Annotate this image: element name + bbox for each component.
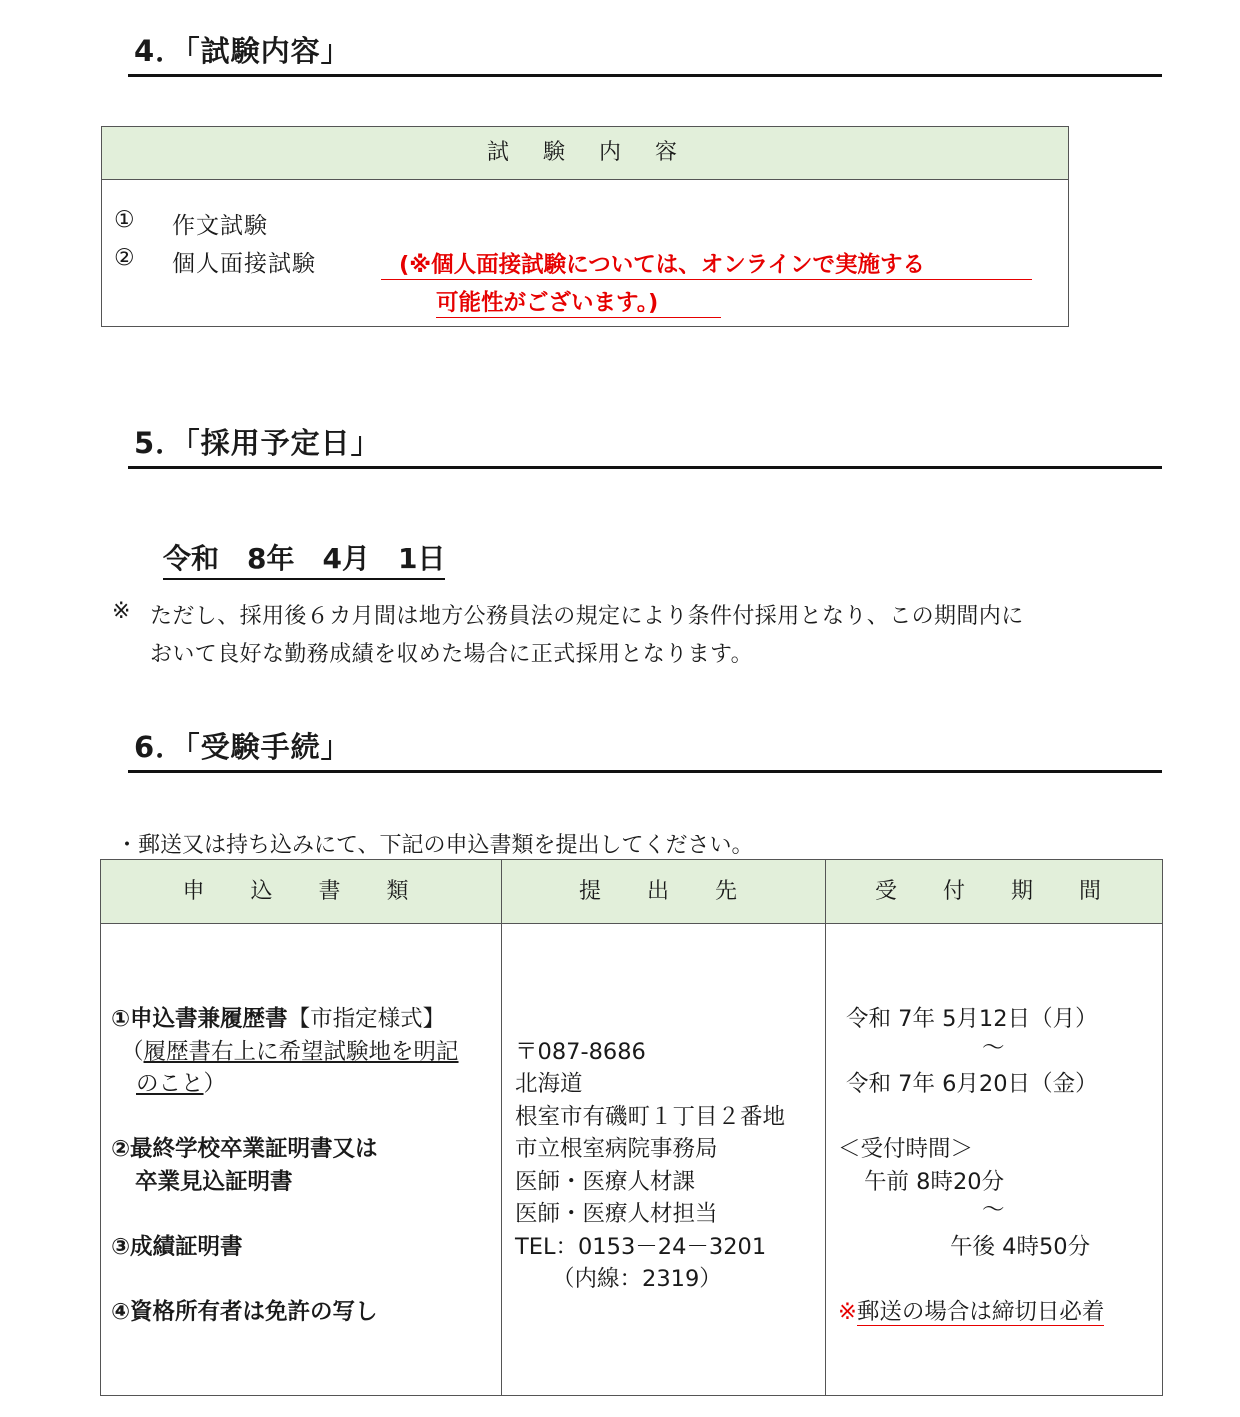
section-title: 5．「採用予定日」 bbox=[134, 426, 381, 460]
mail-deadline-note bbox=[838, 1294, 1104, 1326]
section-title: 6．「受験手続」 bbox=[134, 730, 351, 764]
hiring-note-line1: ただし、採用後６カ月間は地方公務員法の規定により条件付採用となり、この期間内に bbox=[150, 604, 1024, 629]
exam-table-header: 試 験 内 容 bbox=[102, 127, 1068, 180]
column-header-period: 受 付 期 間 bbox=[874, 879, 1113, 904]
online-interview-note-line2: 可能性がございます。) bbox=[436, 285, 721, 318]
reception-hours-start: 午前 8時20分 bbox=[864, 1169, 1005, 1195]
period-start-date: 令和 7年 5月12日（月） bbox=[846, 1006, 1098, 1032]
exam-content-table bbox=[101, 126, 1069, 327]
document-item-3: ③成績証明書 bbox=[111, 1234, 243, 1260]
document-item-4: ④資格所有者は免許の写し bbox=[111, 1299, 378, 1325]
online-interview-note-line1: (※個人面接試験については、オンラインで実施する bbox=[381, 247, 1032, 280]
reception-hours-end: 午後 4時50分 bbox=[950, 1234, 1091, 1260]
exam-item-2-label: 個人面接試験 bbox=[172, 251, 316, 277]
document-item-2-line2: 卒業見込証明書 bbox=[135, 1169, 293, 1195]
destination-extension: （内線：2319） bbox=[552, 1266, 722, 1292]
section-title: 4．「試験内容」 bbox=[134, 34, 351, 68]
document-item-1-note-line2: のこと） bbox=[136, 1071, 227, 1097]
section-heading-application-procedure bbox=[128, 696, 1162, 773]
mail-note-mark: ※ bbox=[838, 1299, 857, 1325]
hiring-date: 令和 8年 4月 1日 bbox=[163, 537, 445, 580]
destination-prefecture: 北海道 bbox=[515, 1071, 583, 1097]
period-range-tilde: ～ bbox=[982, 1035, 1005, 1061]
reception-hours-tilde: ～ bbox=[982, 1197, 1005, 1223]
destination-section: 医師・医療人材課 bbox=[515, 1169, 696, 1195]
document-item-1-title: ①申込書兼履歴書 bbox=[111, 1006, 288, 1032]
period-end-date: 令和 7年 6月20日（金） bbox=[846, 1071, 1098, 1097]
destination-address: 根室市有磯町１丁目２番地 bbox=[515, 1104, 786, 1130]
reception-hours-label: ＜受付時間＞ bbox=[838, 1136, 974, 1162]
destination-postal-code: 〒087-8686 bbox=[515, 1039, 646, 1065]
exam-item-1-number: ① bbox=[114, 207, 135, 233]
mail-note-text: 郵送の場合は締切日必着 bbox=[856, 1299, 1105, 1325]
procedure-table bbox=[100, 859, 1163, 1396]
procedure-intro: ・郵送又は持ち込みにて、下記の申込書類を提出してください。 bbox=[116, 833, 754, 858]
period-cell bbox=[826, 924, 1162, 1394]
destination-office: 市立根室病院事務局 bbox=[515, 1136, 718, 1162]
section-heading-hiring-date bbox=[128, 392, 1162, 469]
exam-item-1-label: 作文試験 bbox=[172, 213, 268, 239]
document-item-1-format: 【市指定様式】 bbox=[287, 1006, 446, 1032]
section-heading-exam-content bbox=[128, 0, 1162, 77]
destination-phone: TEL：0153－24－3201 bbox=[515, 1234, 767, 1260]
column-header-destination: 提 出 先 bbox=[578, 879, 749, 904]
column-header-documents: 申 込 書 類 bbox=[182, 879, 421, 904]
document-item-1-note: 履歴書右上に希望試験地を明記 bbox=[143, 1039, 459, 1065]
document-item-1 bbox=[111, 1001, 445, 1033]
destination-staff: 医師・医療人材担当 bbox=[515, 1201, 718, 1227]
documents-cell bbox=[101, 924, 501, 1394]
destination-cell bbox=[502, 924, 825, 1394]
hiring-note-line2: おいて良好な勤務成績を収めた場合に正式採用となります。 bbox=[150, 642, 754, 667]
document-item-2-line1: ②最終学校卒業証明書又は bbox=[111, 1136, 378, 1162]
procedure-table-header bbox=[101, 860, 1162, 924]
hiring-note-mark: ※ bbox=[112, 599, 131, 624]
exam-item-2-number: ② bbox=[114, 245, 135, 271]
document-item-1-note-line1: （履歴書右上に希望試験地を明記 bbox=[121, 1039, 459, 1065]
